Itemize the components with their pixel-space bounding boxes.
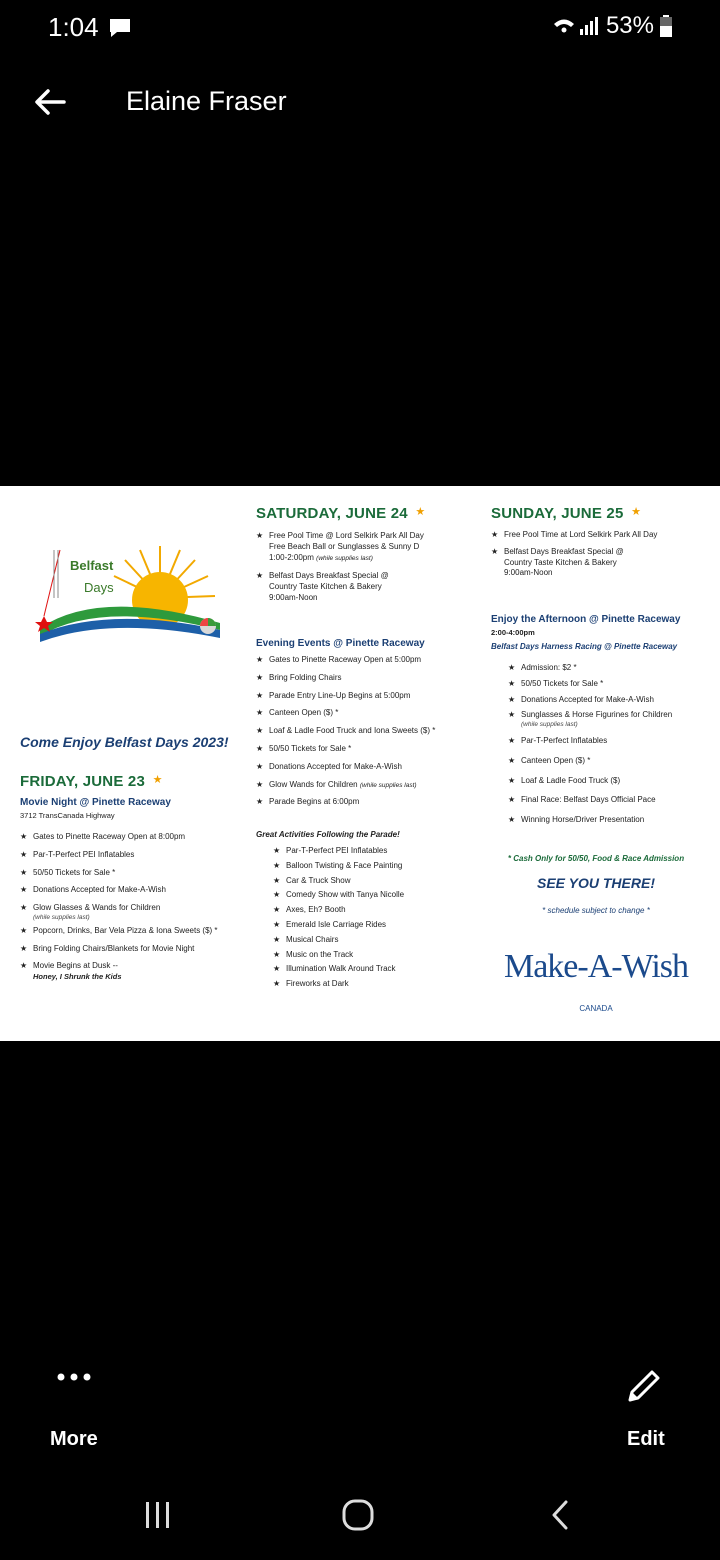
- message-notification-icon: [108, 18, 132, 38]
- list-item: ★ Gates to Pinette Raceway Open at 8:00pm: [20, 832, 250, 843]
- list-item-text: Belfast Days Breakfast Special @: [269, 571, 389, 581]
- list-item: ★ Par-T-Perfect PEI Inflatables: [20, 850, 250, 861]
- list-item-text: Belfast Days Breakfast Special @: [504, 546, 624, 556]
- list-item-text: Free Pool Time @ Lord Selkirk Park All Day: [269, 531, 424, 540]
- list-item: ★ Axes, Eh? Booth: [273, 905, 473, 916]
- list-item: ★ Donations Accepted for Make-A-Wish: [256, 762, 476, 773]
- list-item: ★ Fireworks at Dark: [273, 979, 473, 990]
- list-item: [256, 780, 476, 791]
- list-item: [256, 571, 466, 603]
- edit-button[interactable]: Edit: [627, 1428, 665, 1450]
- list-item: ★ Comedy Show with Tanya Nicolle: [273, 890, 473, 901]
- list-item: ★ Bring Folding Chairs/Blankets for Movie Night: [20, 944, 250, 955]
- more-button[interactable]: More: [50, 1428, 98, 1450]
- recent-apps-icon[interactable]: [144, 1498, 172, 1532]
- make-a-wish-country: CANADA: [579, 1004, 613, 1013]
- following-heading: Great Activities Following the Parade!: [256, 830, 400, 839]
- list-item: ★ Par-T-Perfect PEI Inflatables: [273, 846, 473, 857]
- belfast-days-logo: [30, 538, 230, 648]
- home-icon[interactable]: [340, 1498, 376, 1532]
- list-item-text: Glow Wands for Children: [269, 779, 358, 789]
- list-item: [20, 903, 250, 923]
- following-list: [273, 846, 473, 990]
- movie-title: Honey, I Shrunk the Kids: [33, 972, 122, 982]
- list-item: ★ Emerald Isle Carriage Rides: [273, 920, 473, 931]
- sunday-afternoon-sub: Belfast Days Harness Racing @ Pinette Raceway: [491, 642, 678, 651]
- tagline: Come Enjoy Belfast Days 2023!: [20, 734, 229, 750]
- star-icon: ★: [627, 506, 642, 518]
- list-item: [508, 710, 713, 730]
- list-item-text: Country Taste Kitchen & Bakery: [504, 557, 617, 567]
- status-icons: [552, 12, 672, 40]
- list-item: ★ Canteen Open ($) *: [508, 756, 713, 767]
- list-item: ★ Donations Accepted for Make-A-Wish: [20, 885, 250, 896]
- make-a-wish-logo: Make-A-Wish: [503, 948, 689, 985]
- note: (while supplies last): [316, 554, 373, 562]
- note: (while supplies last): [359, 781, 417, 789]
- list-item: ★ Parade Entry Line-Up Begins at 5:00pm: [256, 691, 476, 702]
- list-item-text: Free Beach Ball or Sunglasses & Sunny D: [269, 541, 420, 551]
- list-item: ★ Donations Accepted for Make-A-Wish: [508, 695, 713, 706]
- saturday-heading-text: SATURDAY, JUNE 24: [256, 505, 408, 522]
- page-title: Elaine Fraser: [126, 86, 287, 116]
- list-item: ★ Popcorn, Drinks, Bar Vela Pizza & Iona Sweets ($) *: [20, 926, 250, 937]
- logo-days-text: Days: [84, 580, 114, 595]
- list-item-text: 1:00-2:00pm: [269, 552, 314, 562]
- list-item: ★ Loaf & Ladle Food Truck and Iona Sweets ($) *: [256, 726, 476, 737]
- list-item: ★ Car & Truck Show: [273, 876, 473, 887]
- saturday-evening-list: [256, 655, 476, 808]
- status-time: 1:04: [48, 12, 99, 42]
- saturday-evening-heading: Evening Events @ Pinette Raceway: [256, 638, 425, 649]
- logo-belfast-text: Belfast: [70, 558, 114, 573]
- list-item-text: Sunglasses & Horse Figurines for Children: [521, 710, 673, 720]
- list-item: ★ Music on the Track: [273, 950, 473, 961]
- list-item: ★ 50/50 Tickets for Sale *: [256, 744, 476, 755]
- list-item: ★ Musical Chairs: [273, 935, 473, 946]
- list-item-text: 9:00am-Noon: [269, 592, 318, 602]
- list-item: ★ Winning Horse/Driver Presentation: [508, 815, 713, 826]
- friday-heading-text: FRIDAY, JUNE 23: [20, 773, 145, 790]
- more-dots-icon[interactable]: [57, 1372, 91, 1382]
- list-item: [256, 531, 466, 563]
- schedule-note: * schedule subject to change *: [542, 906, 650, 915]
- sunday-afternoon-time: 2:00-4:00pm: [491, 628, 535, 637]
- list-item: ★ Final Race: Belfast Days Official Pace: [508, 795, 713, 806]
- list-item: ★ Canteen Open ($) *: [256, 708, 476, 719]
- list-item: ★ Free Pool Time at Lord Selkirk Park All Day: [491, 530, 706, 541]
- friday-heading: [20, 773, 163, 790]
- back-nav-icon[interactable]: [548, 1498, 572, 1532]
- sunday-heading: [491, 505, 641, 522]
- list-item: [491, 547, 706, 579]
- friday-subheading: Movie Night @ Pinette Raceway: [20, 797, 171, 808]
- list-item: ★ 50/50 Tickets for Sale *: [20, 868, 250, 879]
- star-icon: ★: [412, 506, 426, 518]
- sunday-morning-list: [491, 530, 706, 579]
- note: (while supplies last): [33, 913, 90, 921]
- back-arrow-icon[interactable]: [30, 82, 70, 122]
- sunday-afternoon-list: [508, 663, 713, 826]
- list-item: ★ Gates to Pinette Raceway Open at 5:00pm: [256, 655, 476, 666]
- list-item: ★ Parade Begins at 6:00pm: [256, 797, 476, 808]
- friday-list: [20, 832, 250, 982]
- battery-icon: [660, 15, 672, 37]
- list-item: ★ 50/50 Tickets for Sale *: [508, 679, 713, 690]
- list-item-text: Country Taste Kitchen & Bakery: [269, 582, 382, 592]
- see-you-there: SEE YOU THERE!: [537, 875, 655, 891]
- list-item-text: 9:00am-Noon: [504, 568, 553, 578]
- list-item-text: Glow Glasses & Wands for Children: [33, 903, 161, 913]
- battery-percent: 53%: [605, 12, 654, 39]
- list-item: ★ Illumination Walk Around Track: [273, 964, 473, 975]
- saturday-heading: [256, 505, 426, 522]
- event-poster-image[interactable]: [0, 486, 720, 1041]
- edit-pencil-icon[interactable]: [624, 1366, 664, 1406]
- list-item: ★ Admission: $2 *: [508, 663, 713, 674]
- friday-address: 3712 TransCanada Highway: [20, 811, 115, 820]
- star-icon: ★: [149, 774, 163, 786]
- list-item: ★ Balloon Twisting & Face Painting: [273, 861, 473, 872]
- list-item-text: Movie Begins at Dusk --: [33, 961, 118, 971]
- note: (while supplies last): [521, 721, 578, 729]
- list-item: [20, 961, 250, 982]
- list-item: ★ Bring Folding Chairs: [256, 673, 476, 684]
- sunday-afternoon-heading: Enjoy the Afternoon @ Pinette Raceway: [491, 614, 681, 625]
- list-item: ★ Loaf & Ladle Food Truck ($): [508, 776, 713, 787]
- cash-note: * Cash Only for 50/50, Food & Race Admission: [507, 854, 685, 863]
- wifi-signal-icon: [552, 15, 600, 37]
- list-item: ★ Par-T-Perfect Inflatables: [508, 736, 713, 747]
- saturday-morning-list: [256, 531, 466, 604]
- sunday-heading-text: SUNDAY, JUNE 25: [491, 505, 624, 522]
